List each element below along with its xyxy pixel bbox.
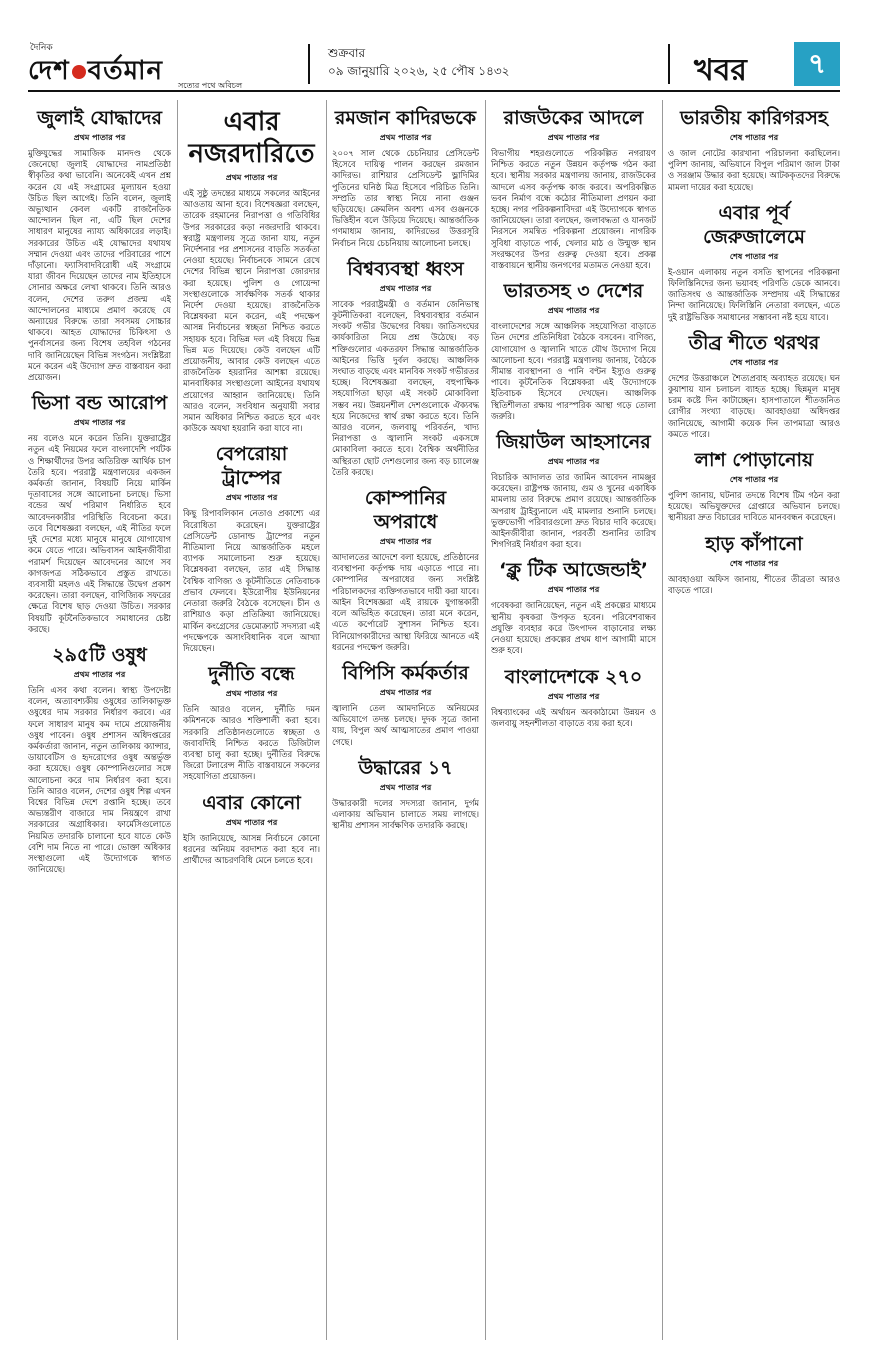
byline: শেষ পাতার পর [729, 356, 779, 367]
byline: প্রথম পাতার পর [379, 686, 432, 697]
logo-prefix: দৈনিক [30, 43, 53, 53]
newspaper-logo[interactable] [28, 40, 258, 88]
byline: প্রথম পাতার পর [225, 816, 278, 827]
story[interactable] [491, 430, 656, 550]
story[interactable] [668, 532, 840, 596]
story-body: এই সুষ্ঠু তদন্তের মাধ্যমে সকলের আইনের আওতায় আনা হবে। বিশেষজ্ঞরা বলছেন, তারেক রহমানের নিরাপত্তা ও গতিবিধির উপর সরকারের কড়া নজরদারি থাকবে। স্বরাষ্ট্র মন্ত্রণালয় সূত্রে জানা যায়, নতুন নির্দেশনার পর প্রশাসনের বাড়তি সতর্কতা নেওয়া হয়েছে। নির্বাচনকে সামনে রেখে দেশের বিভিন্ন স্থানে নিরাপত্তা জোরদার করা হয়েছে। পুলিশ ও গোয়েন্দা সংস্থাগুলোকে সার্বক্ষণিক সতর্ক থাকার নির্দেশ দেওয়া হয়েছে। রাজনৈতিক বিশ্লেষকরা মনে করেন, এই পদক্ষেপ আসন্ন নির্বাচনের স্বচ্ছতা নিশ্চিত করতে সহায়ক হবে। বিভিন্ন দল এই বিষয়ে ভিন্ন ভিন্ন মত দিয়েছে। কেউ বলছেন এটি প্রয়োজনীয়, আবার কেউ বলছেন এতে রাজনৈতিক হয়রানির আশঙ্কা রয়েছে। মানবাধিকার সংস্থাগুলো আইনের যথাযথ প্রয়োগের আহ্বান জানিয়েছে। তিনি আরও বলেন, সংবিধান অনুযায়ী সবার সমান অধিকার নিশ্চিত করতে হবে এবং কাউকে অযথা হয়রানি করা যাবে না। [183, 188, 320, 434]
section-title: খবর [694, 53, 747, 88]
column-rule [662, 100, 663, 1340]
headline[interactable]: এবার কোনো [202, 791, 301, 814]
headline[interactable]: রাজউকের আদলে [503, 107, 644, 129]
headline[interactable]: জিয়াউল আহসানের [496, 431, 651, 454]
headline[interactable]: ‘ক্লু টিক আজেন্ডাই’ [499, 559, 648, 582]
story[interactable] [183, 442, 320, 654]
story-body: পুলিশ জানায়, ঘটনার তদন্তে বিশেষ টিম গঠন করা হয়েছে। অভিযুক্তদের গ্রেপ্তারে অভিযান চলছে। স্থানীয়রা দ্রুত বিচারের দাবিতে মানববন্ধন করেছেন। [668, 490, 840, 523]
story-body: গবেষকরা জানিয়েছেন, নতুন এই প্রকল্পের মাধ্যমে স্থানীয় কৃষকরা উপকৃত হবেন। পরিবেশবান্ধব প্রযুক্তি ব্যবহার করে উৎপাদন বাড়ানোর লক্ষ্য নেওয়া হয়েছে। প্রকল্পের প্রথম ধাপ আগামী মাসে শুরু হবে। [491, 600, 656, 656]
byline: প্রথম পাতার পর [547, 690, 600, 701]
story-body: দেশের উত্তরাঞ্চলে শৈত্যপ্রবাহ অব্যাহত রয়েছে। ঘন কুয়াশায় যান চলাচল ব্যাহত হচ্ছে। ছিন্নমূল মানুষ চরম কষ্টে দিন কাটাচ্ছেন। হাসপাতালে শীতজনিত রোগীর সংখ্যা বাড়ছে। আবহাওয়া অধিদপ্তর জানিয়েছে, আগামী কয়েক দিন তাপমাত্রা আরও কমতে পারে। [668, 372, 840, 439]
headline[interactable]: ভারতসহ ৩ দেশের [503, 280, 644, 303]
story-body: মুক্তিযুদ্ধের সামাজিক মানদণ্ড থেকে জেনেছো জুলাই যোদ্ধাদের নামপ্রতিষ্ঠা স্বীকৃতির কথা ভাবেনি। অনেকেই এখন প্রশ্ন করেন যে এই সংগ্রামের মূল্যায়ন হওয়া উচিত ছিল আগেই। তিনি বলেন, জুলাই অভ্যুত্থান কেবল একটি রাজনৈতিক আন্দোলন ছিল না, এটি ছিল দেশের সাধারণ মানুষের ন্যায্য অধিকারের লড়াই। সরকারের উচিত এই যোদ্ধাদের যথাযথ সম্মান দেওয়া এবং তাদের পরিবারের পাশে দাঁড়ানো। ফ্যাসিবাদবিরোধী এই সংগ্রামে যারা জীবন দিয়েছেন তাদের নাম ইতিহাসে সোনার অক্ষরে লেখা থাকবে। তিনি আরও বলেন, দেশের তরুণ প্রজন্ম এই আন্দোলনের মাধ্যমে প্রমাণ করেছে যে অন্যায়ের বিরুদ্ধে তারা সবসময় সোচ্চার থাকবে। আহত যোদ্ধাদের চিকিৎসা ও পুনর্বাসনের জন্য বিশেষ তহবিল গঠনের দাবি জানিয়েছেন বিভিন্ন সংগঠন। সংশ্লিষ্টরা মনে করেন এই উদ্যোগ দ্রুত বাস্তবায়ন করা প্রয়োজন। [28, 148, 171, 383]
headline[interactable]: বাংলাদেশকে ২৭০ [504, 665, 643, 688]
byline: প্রথম পাতার পর [73, 417, 126, 428]
story[interactable] [668, 331, 840, 440]
logo-tagline: সত্যের পথে অবিচল [178, 81, 243, 90]
story-body: বাংলাদেশের সঙ্গে আঞ্চলিক সহযোগিতা বাড়াতে তিন দেশের প্রতিনিধিরা বৈঠকে বসবেন। বাণিজ্য, যোগাযোগ ও জ্বালানি খাতে যৌথ উদ্যোগ নিয়ে আলোচনা হবে। পররাষ্ট্র মন্ত্রণালয় জানায়, বৈঠকে সীমান্ত ব্যবস্থাপনা ও পানি বণ্টন ইস্যুও গুরুত্ব পাবে। কূটনৈতিক বিশ্লেষকরা এই উদ্যোগকে ইতিবাচক হিসেবে দেখছেন। আঞ্চলিক স্থিতিশীলতা রক্ষায় পারস্পরিক আস্থা গড়ে তোলা জরুরি। [491, 321, 656, 421]
story[interactable] [332, 661, 479, 748]
story[interactable] [28, 391, 171, 635]
byline: প্রথম পাতার পর [547, 305, 600, 316]
story[interactable] [332, 486, 479, 653]
story[interactable] [491, 665, 656, 729]
story-body: সাবেক পররাষ্ট্রমন্ত্রী ও বর্তমান জেনিভাস্থ কূটনীতিকরা বলেছেন, বিশ্বব্যবস্থার বর্তমান সংকট গভীর উদ্বেগের বিষয়। জাতিসংঘের কার্যকারিতা নিয়ে প্রশ্ন উঠেছে। বড় শক্তিগুলোর একতরফা সিদ্ধান্ত আন্তর্জাতিক আইনের ভিত্তি দুর্বল করছে। আঞ্চলিক সংঘাত বাড়ছে এবং মানবিক সংকট গভীরতর হচ্ছে। বিশেষজ্ঞরা বলছেন, বহুপাক্ষিক সহযোগিতা ছাড়া এই সংকট মোকাবিলা সম্ভব নয়। উন্নয়নশীল দেশগুলোকে ঐক্যবদ্ধ হয়ে নিজেদের স্বার্থ রক্ষা করতে হবে। তিনি আরও বলেন, জলবায়ু পরিবর্তন, খাদ্য নিরাপত্তা ও জ্বালানি সংকট একসঙ্গে মোকাবিলা করতে হবে। বৈশ্বিক অর্থনীতির অস্থিরতা ছোট দেশগুলোর জন্য বড় চ্যালেঞ্জ তৈরি করছে। [332, 298, 479, 477]
story-body: ইসি জানিয়েছে, আসন্ন নির্বাচনে কোনো ধরনের অনিয়ম বরদাশত করা হবে না। প্রার্থীদের আচরণবিধি মেনে চলতে হবে। [183, 832, 320, 865]
byline: প্রথম পাতার পর [547, 456, 600, 467]
logo-name-right: বর্তমান [87, 56, 164, 86]
headline[interactable]: জুলাই যোদ্ধাদের [37, 107, 162, 129]
headline[interactable]: দুর্নীতি বন্ধে [208, 663, 295, 686]
page-number: ৭ [794, 42, 840, 86]
column-1 [28, 100, 171, 1340]
byline: শেষ পাতার পর [729, 250, 779, 261]
story-body: নয় বলেও মনে করেন তিনি। যুক্তরাষ্ট্রের নতুন এই নিয়মের ফলে বাংলাদেশি পর্যটক ও শিক্ষার্থীদের উপর অতিরিক্ত আর্থিক চাপ তৈরি হবে। পররাষ্ট্র মন্ত্রণালয়ের একজন কর্মকর্তা জানান, বিষয়টি নিয়ে মার্কিন দূতাবাসের সঙ্গে আলোচনা চলছে। ভিসা বন্ডের অর্থ পরিমাণ নির্ধারিত হবে আবেদনকারীর পরিস্থিতি বিবেচনা করে। তবে বিশেষজ্ঞরা বলছেন, এই নীতির ফলে দুই দেশের মধ্যে মানুষে মানুষে যোগাযোগ কমে যেতে পারে। অভিবাসন আইনজীবীরা পরামর্শ দিয়েছেন আবেদনের আগে সব কাগজপত্র সঠিকভাবে প্রস্তুত রাখতে। ব্যবসায়ী মহলও এই সিদ্ধান্তে উদ্বেগ প্রকাশ করেছেন। তারা বলছেন, বাণিজ্যিক সফরের ক্ষেত্রে বিশেষ ছাড় দেওয়া উচিত। সরকার বিষয়টি কূটনৈতিকভাবে সমাধানের চেষ্টা করছে। [28, 433, 171, 634]
byline: প্রথম পাতার পর [547, 132, 600, 142]
masthead [28, 40, 840, 92]
story[interactable] [183, 791, 320, 867]
column-rule [485, 100, 486, 1340]
story[interactable] [183, 662, 320, 782]
story-body: তিনি আরও বলেন, দুর্নীতি দমন কমিশনকে আরও শক্তিশালী করা হবে। সরকারি প্রতিষ্ঠানগুলোতে স্বচ্ছতা ও জবাবদিহি নিশ্চিত করতে ডিজিটাল ব্যবস্থা চালু করা হচ্ছে। দুর্নীতির বিরুদ্ধে জিরো টলারেন্স নীতি বাস্তবায়নে সকলের সহযোগিতা প্রয়োজন। [183, 704, 320, 782]
byline: প্রথম পাতার পর [379, 781, 432, 792]
headline[interactable]: হাড় কাঁপানো [705, 532, 803, 555]
byline: শেষ পাতার পর [729, 132, 779, 142]
byline: শেষ পাতার পর [729, 557, 779, 568]
headline[interactable]: বিপিসি কর্মকর্তার [342, 661, 469, 684]
weekday: শুক্রবার [328, 46, 366, 60]
logo-name-left: দেশ [28, 56, 70, 86]
story-body: আবহাওয়া অফিস জানায়, শীতের তীব্রতা আরও বাড়তে পারে। [668, 573, 840, 595]
story[interactable] [183, 106, 320, 434]
story-body: বিশ্বব্যাংকের এই অর্থায়ন অবকাঠামো উন্নয়ন ও জলবায়ু সহনশীলতা বাড়াতে ব্যয় করা হবে। [491, 706, 656, 728]
column-rule [326, 100, 327, 1340]
story-body: ২০০৭ সাল থেকে চেচনিয়ার প্রেসিডেন্ট হিসেবে দায়িত্ব পালন করছেন রমজান কাদিরভ। রাশিয়ার প্রেসিডেন্ট ভ্লাদিমির পুতিনের ঘনিষ্ঠ মিত্র হিসেবে পরিচিত তিনি। সম্প্রতি তার স্বাস্থ্য নিয়ে নানা গুঞ্জন ছড়িয়েছে। ক্রেমলিন অবশ্য এসব গুঞ্জনকে ভিত্তিহীন বলে উড়িয়ে দিয়েছে। আন্তর্জাতিক গণমাধ্যম জানায়, কাদিরভের উত্তরসূরি নির্বাচন নিয়ে চেচনিয়ায় আলোচনা চলছে। [332, 148, 479, 248]
byline: প্রথম পাতার পর [379, 132, 432, 142]
byline: প্রথম পাতার পর [225, 492, 278, 503]
headline[interactable]: লাশ পোড়ানোয় [694, 449, 814, 472]
logo-dot-icon [72, 65, 86, 79]
byline: শেষ পাতার পর [729, 474, 779, 485]
story[interactable] [668, 201, 840, 323]
column-3 [332, 100, 479, 1340]
byline: প্রথম পাতার পর [73, 668, 126, 679]
headline[interactable]: বিশ্বব্যবস্থা ধ্বংস [347, 257, 464, 280]
story[interactable] [668, 106, 840, 193]
story-body: কিছু রিপাবলিকান নেতাও প্রকাশ্যে এর বিরোধিতা করেছেন। যুক্তরাষ্ট্রের প্রেসিডেন্ট ডোনাল্ড ট্রাম্পের নতুন নীতিমালা নিয়ে আন্তর্জাতিক মহলে ব্যাপক সমালোচনা শুরু হয়েছে। বিশ্লেষকরা বলছেন, তার এই সিদ্ধান্ত বৈশ্বিক বাণিজ্য ও কূটনীতিতে নেতিবাচক প্রভাব ফেলবে। ইউরোপীয় ইউনিয়নের নেতারা জরুরি বৈঠকে বসেছেন। চীন ও রাশিয়াও কড়া প্রতিক্রিয়া জানিয়েছে। মার্কিন কংগ্রেসের ডেমোক্র্যাট সদস্যরা এই পদক্ষেপকে অসাংবিধানিক বলে আখ্যা দিয়েছেন। [183, 508, 320, 653]
column-5 [668, 100, 840, 1340]
headline[interactable]: এবার নজরদারিতে [188, 107, 315, 169]
story-body: বিভাগীয় শহরগুলোতে পরিকল্পিত নগরায়ণ নিশ্চিত করতে নতুন উন্নয়ন কর্তৃপক্ষ গঠন করা হবে। স্থানীয় সরকার মন্ত্রণালয় জানায়, রাজউকের আদলে এসব কর্তৃপক্ষ কাজ করবে। অপরিকল্পিত ভবন নির্মাণ বন্ধে কঠোর নীতিমালা প্রণয়ন করা হচ্ছে। নগর পরিকল্পনাবিদরা এই উদ্যোগকে স্বাগত জানিয়েছেন। তারা বলছেন, জলাবদ্ধতা ও যানজট নিরসনে সমন্বিত পরিকল্পনা প্রয়োজন। নাগরিক সুবিধা বাড়াতে পার্ক, খেলার মাঠ ও উন্মুক্ত স্থান সংরক্ষণের উপর গুরুত্ব দেওয়া হবে। প্রকল্প বাস্তবায়নে স্থানীয় জনগণের মতামত নেওয়া হবে। [491, 148, 656, 271]
story[interactable] [332, 106, 479, 249]
story[interactable] [668, 448, 840, 524]
story-body: উদ্ধারকারী দলের সদস্যরা জানান, দুর্গম এলাকায় অভিযান চালাতে সময় লাগছে। স্থানীয় প্রশাসন সার্বক্ষণিক তদারকি করছে। [332, 797, 479, 831]
headline[interactable]: তীব্র শীতে থরথর [688, 331, 820, 354]
byline: প্রথম পাতার পর [225, 172, 278, 182]
byline: প্রথম পাতার পর [225, 688, 278, 699]
date-block [328, 44, 509, 80]
column-2 [183, 100, 320, 1340]
story[interactable] [491, 558, 656, 656]
headline[interactable]: এবার পূর্ব জেরুজালেমে [703, 201, 805, 248]
story[interactable] [332, 257, 479, 478]
story-body: আদালতের আদেশে বলা হয়েছে, প্রতিষ্ঠানের ব্যবস্থাপনা কর্তৃপক্ষ দায় এড়াতে পারে না। কোম্পানির অপরাধের জন্য সংশ্লিষ্ট পরিচালকদের ব্যক্তিগতভাবে দায়ী করা যাবে। আইন বিশেষজ্ঞরা এই রায়কে যুগান্তকারী বলে অভিহিত করেছেন। তারা মনে করেন, এতে কর্পোরেট সুশাসন নিশ্চিত হবে। বিনিয়োগকারীদের আস্থা ফিরিয়ে আনতে এই ধরনের পদক্ষেপ জরুরি। [332, 552, 479, 652]
story[interactable] [28, 106, 171, 383]
story[interactable] [491, 279, 656, 422]
masthead-divider [308, 44, 310, 84]
story[interactable] [28, 643, 171, 875]
story-body: ও জাল নোটের কারখানা পরিচালনা করছিলেন। পুলিশ জানায়, অভিযানে বিপুল পরিমাণ জাল টাকা ও সরঞ্জাম উদ্ধার করা হয়েছে। আটককৃতদের বিরুদ্ধে মামলা দায়ের করা হয়েছে। [668, 148, 840, 192]
headline[interactable]: কোম্পানির অপরাধে [364, 487, 447, 534]
issue-date: ০৯ জানুয়ারি ২০২৬, ২৫ পৌষ ১৪৩২ [328, 64, 510, 78]
byline: প্রথম পাতার পর [379, 536, 432, 547]
story[interactable] [332, 756, 479, 832]
column-4 [491, 100, 656, 1340]
story-body: তিনি এসব কথা বলেন। স্বাস্থ্য উপদেষ্টা বলেন, অত্যাবশ্যকীয় ওষুধের তালিকাভুক্ত ওষুধের দাম সরকার নির্ধারণ করবে। এর ফলে সাধারণ মানুষ কম দামে প্রয়োজনীয় ওষুধ পাবেন। ওষুধ প্রশাসন অধিদপ্তরের কর্মকর্তারা জানান, নতুন তালিকায় ক্যান্সার, ডায়াবেটিস ও হৃদরোগের ওষুধ অন্তর্ভুক্ত করা হয়েছে। ওষুধ কোম্পানিগুলোর সঙ্গে আলোচনা করে দাম নির্ধারণ করা হবে। তিনি আরও বলেন, দেশের ওষুধ শিল্প এখন বিশ্বের বিভিন্ন দেশে রপ্তানি হচ্ছে। তবে অভ্যন্তরীণ বাজারে দাম নিয়ন্ত্রণে রাখা সরকারের অগ্রাধিকার। ফার্মেসিগুলোতে নিয়মিত তদারকি চালানো হবে যাতে কেউ বেশি দাম নিতে না পারে। ভোক্তা অধিকার সংস্থাগুলো এই উদ্যোগকে স্বাগত জানিয়েছে। [28, 684, 171, 875]
headline[interactable]: ২৯৫টি ওষুধ [52, 643, 147, 666]
story-body: ই-ওয়ান এলাকায় নতুন বসতি স্থাপনের পরিকল্পনা ফিলিস্তিনিদের জন্য ভয়াবহ পরিণতি ডেকে আনবে। জাতিসংঘ ও আন্তর্জাতিক সম্প্রদায় এই সিদ্ধান্তের নিন্দা জানিয়েছে। ফিলিস্তিনি নেতারা বলছেন, এতে দুই রাষ্ট্রভিত্তিক সমাধানের সম্ভাবনা নষ্ট হয়ে যাবে। [668, 266, 840, 322]
byline: প্রথম পাতার পর [73, 132, 126, 142]
headline[interactable]: বেপরোয়া ট্রাম্পের [215, 443, 288, 490]
byline: প্রথম পাতার পর [379, 282, 432, 293]
story[interactable] [491, 106, 656, 271]
headline[interactable]: রমজান কাদিরভকে [334, 107, 477, 129]
masthead-divider [668, 44, 670, 84]
column-rule [177, 100, 178, 1340]
headline[interactable]: ভিসা বন্ড আরোপ [31, 392, 168, 415]
story-body: বিচারিক আদালত তার জামিন আবেদন নামঞ্জুর করেছেন। রাষ্ট্রপক্ষ জানায়, গুম ও খুনের একাধিক মামলায় তার বিরুদ্ধে প্রমাণ রয়েছে। আন্তর্জাতিক অপরাধ ট্রাইব্যুনালে এই মামলার শুনানি চলছে। ভুক্তভোগী পরিবারগুলো দ্রুত বিচার দাবি করেছে। আইনজীবীরা জানান, পরবর্তী শুনানির তারিখ শিগগিরই নির্ধারণ করা হবে। [491, 472, 656, 550]
byline: প্রথম পাতার পর [547, 584, 600, 595]
story-body: জ্বালানি তেল আমদানিতে অনিয়মের অভিযোগে তদন্ত চলছে। দুদক সূত্রে জানা যায়, বিপুল অর্থ আত্মসাতের প্রমাণ পাওয়া গেছে। [332, 702, 479, 747]
headline[interactable]: উদ্ধারের ১৭ [358, 756, 453, 779]
headline[interactable]: ভারতীয় কারিগরসহ [680, 107, 828, 129]
